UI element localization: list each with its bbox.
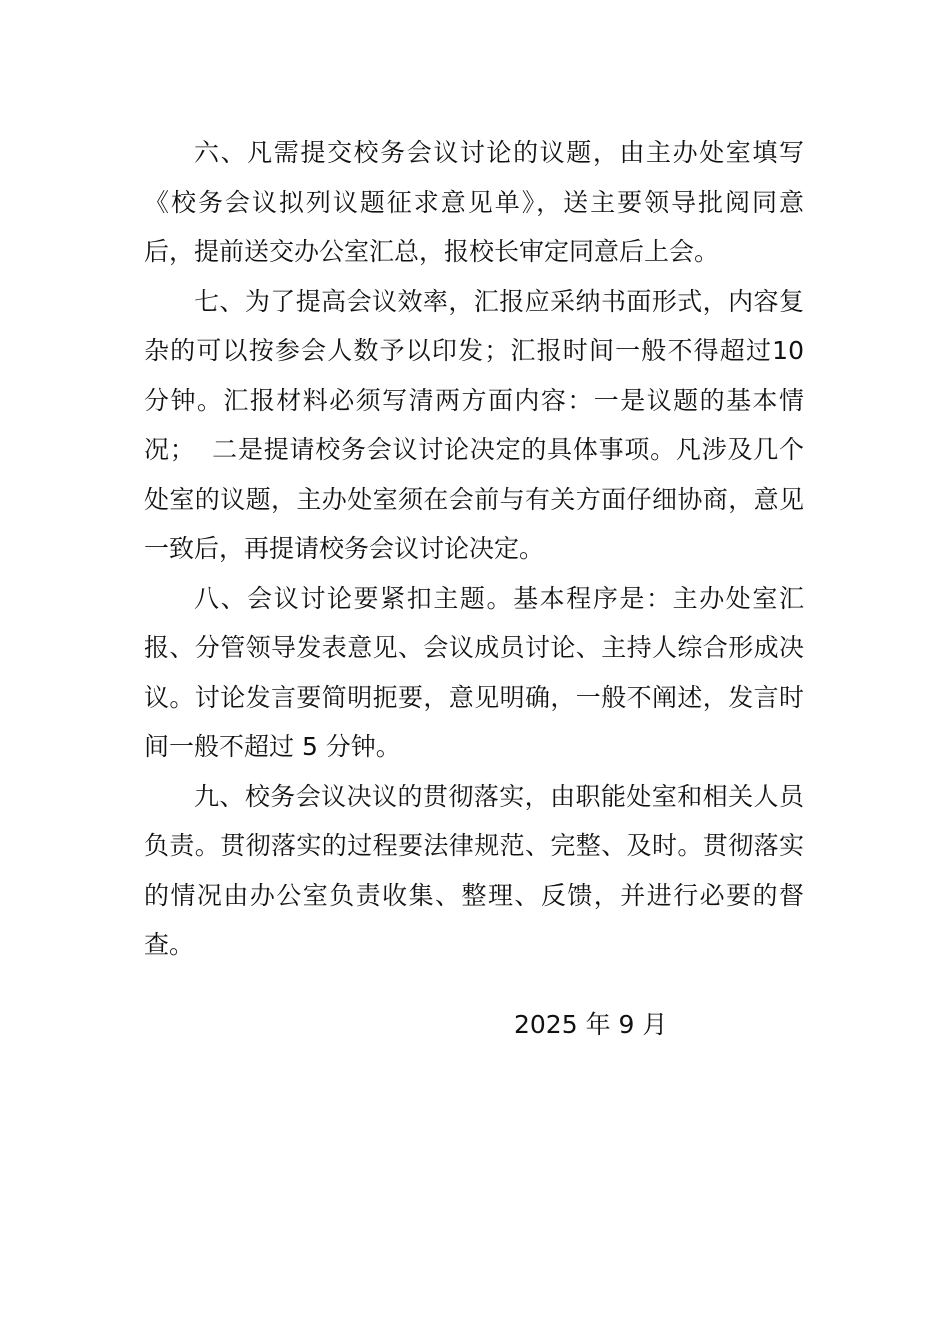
paragraph-item-6: 六、凡需提交校务会议讨论的议题，由主办处室填写《校务会议拟列议题征求意见单》，送主要领导批阅同意后，提前送交办公室汇总，报校长审定同意后上会。: [144, 138, 804, 266]
paragraph-item-9: 九、校务会议决议的贯彻落实，由职能处室和相关人员负责。贯彻落实的过程要法律规范、完整、及时。贯彻落实的情况由办公室负责收集、整理、反馈，并进行必要的督查。: [144, 781, 804, 959]
document-date: 2025 年 9 月: [514, 1010, 668, 1039]
paragraph-item-8: 八、会议讨论要紧扣主题。基本程序是：主办处室汇报、分管领导发表意见、会议成员讨论、主持人综合形成决议。讨论发言要简明扼要，意见明确，一般不阐述，发言时间一般不超过 5 分钟。: [144, 583, 804, 761]
paragraph-item-7: 七、为了提高会议效率，汇报应采纳书面形式，内容复杂的可以按参会人数予以印发；汇报时间一般不得超过10 分钟。汇报材料必须写清两方面内容：一是议题的基本情况； 二是提请校务会议讨论决定的具体事项。凡涉及几个处室的议题，主办处室须在会前与有关方面仔细协商，意见一致后，再提请校务会议讨论决定。: [144, 286, 812, 563]
document-body: [144, 128, 812, 970]
